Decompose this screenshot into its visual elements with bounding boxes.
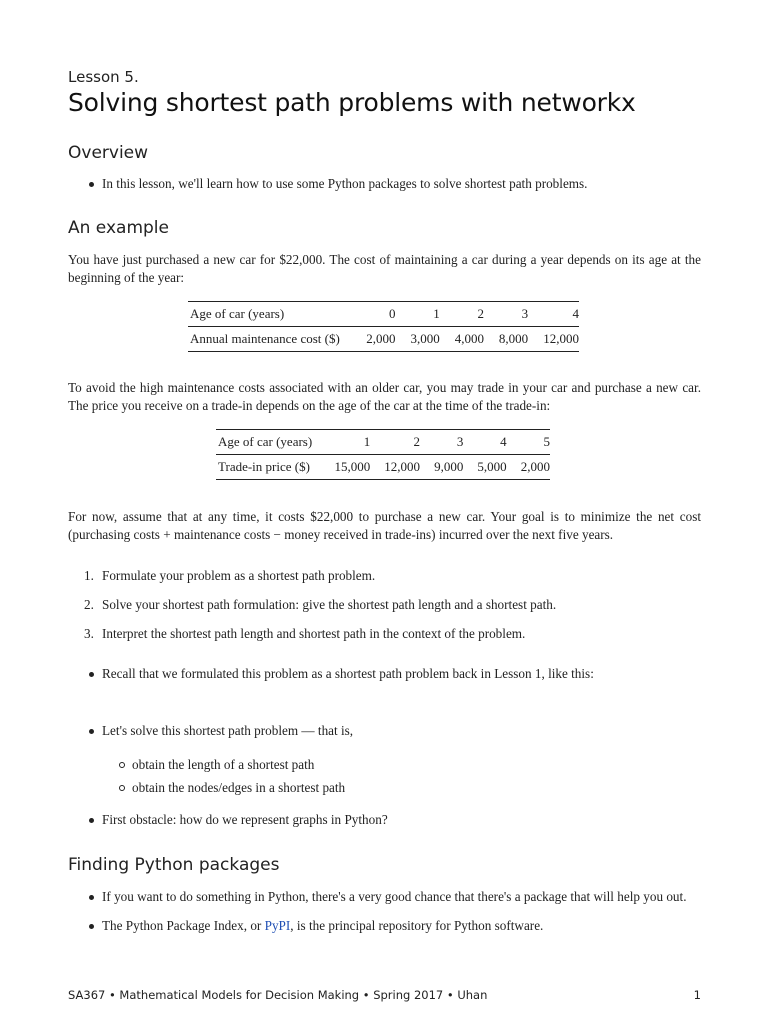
table-cell: Age of car (years): [216, 430, 320, 455]
page-number: 1: [693, 988, 701, 1002]
table-cell: Age of car (years): [188, 302, 351, 327]
table-cell: 2,000: [366, 331, 396, 346]
list-number: 1.: [84, 568, 94, 583]
list-item: [68, 917, 701, 935]
packages-heading: Finding Python packages: [68, 855, 280, 875]
overview-heading: Overview: [68, 143, 149, 163]
table-cell: Trade-in price ($): [218, 459, 310, 474]
example-intro: You have just purchased a new car for $22,000. The cost of maintaining a car during a year depends on its age at the beginning of the year:: [68, 252, 701, 285]
table-cell: 1: [320, 430, 370, 455]
table-cell: 2: [370, 430, 420, 455]
list-text: Solve your shortest path formulation: give the shortest path length and a shortest path.: [102, 597, 557, 612]
table-row: [216, 430, 550, 455]
table-cell: 4: [463, 430, 506, 455]
table-cell: 4,000: [454, 331, 484, 346]
table-cell: 8,000: [498, 331, 529, 346]
page-footer: [68, 988, 701, 1002]
table-cell: 12,000: [543, 331, 579, 346]
list-item: If you want to do something in Python, there's a very good chance that there's a package that will help you out.: [68, 888, 701, 906]
table-cell: 15,000: [334, 459, 371, 474]
table-cell: 3: [484, 302, 528, 327]
table-cell: 3: [420, 430, 463, 455]
table-cell: 12,000: [384, 459, 421, 474]
tradein-intro: To avoid the high maintenance costs associated with an older car, you may trade in your car and purchase a new car. The price you receive on a trade-in depends on the age of the car at the time of the trade-in:: [68, 380, 701, 413]
list-item: In this lesson, we'll learn how to use some Python packages to solve shortest path problems.: [68, 175, 701, 193]
solve-list: [68, 722, 701, 802]
list-text: Let's solve this shortest path problem — that is,: [102, 723, 354, 738]
list-number: 2.: [84, 597, 94, 612]
example-heading: An example: [68, 218, 169, 238]
list-item: [68, 596, 701, 614]
table-cell: 4: [528, 302, 579, 327]
page-title: Solving shortest path problems with networkx: [68, 88, 636, 117]
table-cell: 2: [440, 302, 484, 327]
table-cell: Annual maintenance cost ($): [190, 331, 340, 346]
list-item: obtain the length of a shortest path: [68, 756, 701, 774]
table-row: [188, 302, 579, 327]
recall-list: [68, 665, 701, 683]
table-cell: 2,000: [520, 459, 550, 474]
table-cell: 1: [396, 302, 440, 327]
list-item: Recall that we formulated this problem as a shortest path problem back in Lesson 1, like this:: [68, 665, 701, 683]
lesson-label: Lesson 5.: [68, 68, 139, 86]
maintenance-table: [188, 301, 579, 352]
list-item: First obstacle: how do we represent graphs in Python?: [68, 811, 701, 829]
goal-paragraph: For now, assume that at any time, it costs $22,000 to purchase a new car. Your goal is to minimize the net cost (purchasing costs + maintenance costs − money received in trade-ins) incurred over the next five years.: [68, 509, 701, 542]
table-cell: 0: [351, 302, 395, 327]
solve-sub-list: [68, 756, 701, 797]
table-cell: 3,000: [410, 331, 440, 346]
task-list: [68, 567, 701, 643]
list-text: , is the principal repository for Python software.: [290, 918, 544, 933]
list-item: [68, 722, 701, 797]
table-row: [188, 327, 579, 352]
list-item: obtain the nodes/edges in a shortest path: [68, 779, 701, 797]
footer-text: SA367 • Mathematical Models for Decision Making • Spring 2017 • Uhan: [68, 988, 488, 1002]
list-item: [68, 567, 701, 585]
table-cell: 5: [507, 430, 550, 455]
overview-list: [68, 175, 701, 193]
list-item: [68, 625, 701, 643]
list-number: 3.: [84, 626, 94, 641]
table-cell: 5,000: [477, 459, 507, 474]
list-text: Interpret the shortest path length and shortest path in the context of the problem.: [102, 626, 526, 641]
table-cell: 9,000: [434, 459, 464, 474]
list-text: Formulate your problem as a shortest path problem.: [102, 568, 376, 583]
table-row: [216, 455, 550, 480]
tradein-table: [216, 429, 550, 480]
obstacle-list: [68, 811, 701, 829]
list-text: The Python Package Index, or: [102, 918, 265, 933]
pypi-link[interactable]: PyPI: [264, 918, 291, 933]
packages-list: [68, 888, 701, 935]
